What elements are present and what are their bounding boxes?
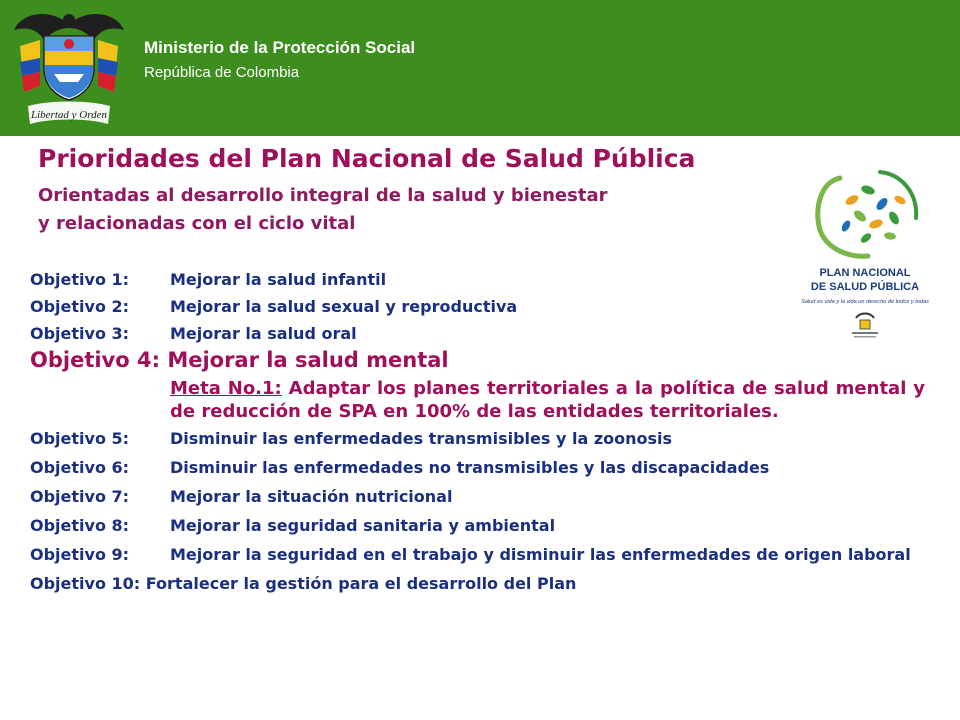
- ministry-name: Ministerio de la Protección Social: [144, 38, 416, 57]
- objective-6: [30, 458, 925, 478]
- objective-label: Objetivo 5:: [30, 429, 130, 448]
- objective-label: Objetivo 10:: [30, 574, 141, 593]
- plan-logo-line1: PLAN NACIONAL: [819, 267, 911, 279]
- objective-text: Mejorar la seguridad en el trabajo y disminuir las enfermedades de origen laboral: [170, 545, 911, 564]
- objective-label: Objetivo 3:: [30, 324, 130, 343]
- objective-text: Mejorar la situación nutricional: [170, 487, 453, 506]
- objective-text: Disminuir las enfermedades no transmisibles y las discapacidades: [170, 458, 770, 477]
- objective-text: Mejorar la salud oral: [170, 324, 357, 343]
- objective-10: [30, 574, 925, 594]
- objective-2: [30, 297, 925, 317]
- objective-4: [30, 347, 925, 373]
- objective-label: Objetivo 2:: [30, 297, 130, 316]
- objective-9: [30, 545, 925, 565]
- meta-label: Meta No.1:: [170, 378, 282, 399]
- subtitle-line-1: Orientadas al desarrollo integral de la salud y bienestar: [38, 185, 608, 206]
- objective-1: [30, 270, 925, 290]
- objective-label: Objetivo 6:: [30, 458, 130, 477]
- objective-5: [30, 429, 925, 449]
- objective-text: Mejorar la seguridad sanitaria y ambiental: [170, 516, 556, 535]
- plan-logo-tagline: Salud es vida y la vida un derecho de todos y todas: [801, 299, 929, 305]
- header-banner: [0, 0, 960, 136]
- objective-8: [30, 516, 925, 536]
- objective-label: Objetivo 1:: [30, 270, 130, 289]
- objective-text: Mejorar la salud sexual y reproductiva: [170, 297, 518, 316]
- objective-text: Disminuir las enfermedades transmisibles y la zoonosis: [170, 429, 673, 448]
- page-title: Prioridades del Plan Nacional de Salud Pública: [38, 144, 696, 173]
- objective-text: Mejorar la salud infantil: [170, 270, 387, 289]
- colombia-coat-of-arms-logo: [10, 6, 128, 130]
- objective-3: [30, 324, 925, 344]
- country-name: República de Colombia: [144, 64, 300, 81]
- objective-4-label: Objetivo 4:: [30, 348, 160, 372]
- objective-7: [30, 487, 925, 507]
- objective-label: Objetivo 9:: [30, 545, 130, 564]
- page-subtitle: [38, 182, 607, 238]
- objectives-list: [30, 270, 925, 594]
- plan-logo-line2: DE SALUD PÚBLICA: [810, 281, 920, 293]
- meta-1: [170, 377, 925, 423]
- motto-text: Libertad y Orden: [31, 109, 107, 121]
- meta-text: Adaptar los planes territoriales a la política de salud mental y de reducción de SPA en 100% de las entidades territoriales.: [170, 378, 925, 422]
- leaf-circle-icon: [818, 172, 916, 256]
- objective-4-text: Mejorar la salud mental: [167, 348, 449, 372]
- objective-label: Objetivo 8:: [30, 516, 130, 535]
- objective-label: Objetivo 7:: [30, 487, 130, 506]
- objective-text: Fortalecer la gestión para el desarrollo del Plan: [145, 574, 577, 593]
- subtitle-line-2: y relacionadas con el ciclo vital: [38, 213, 356, 234]
